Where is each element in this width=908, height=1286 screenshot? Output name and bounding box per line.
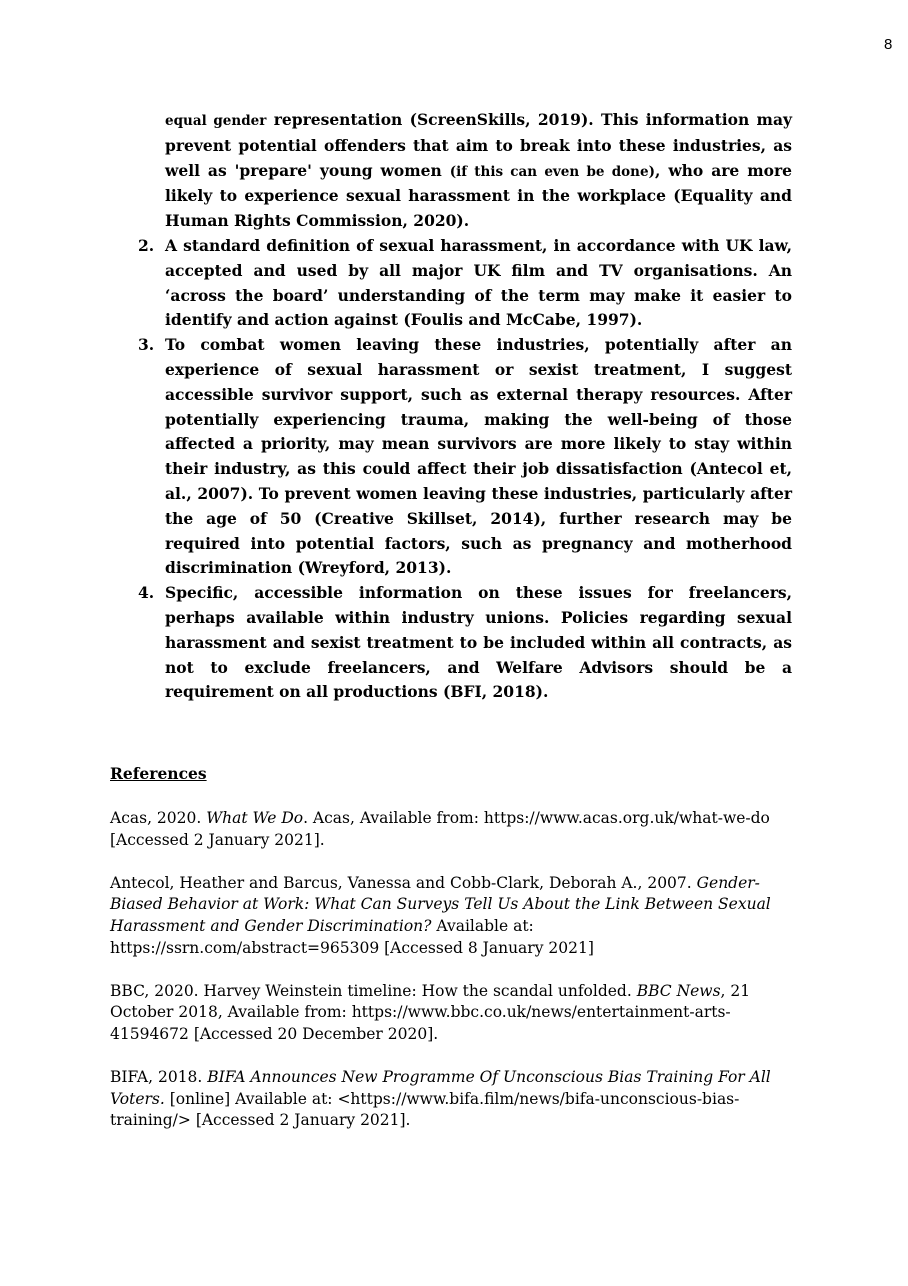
page-number: 8 — [884, 36, 893, 53]
rec-1-fragment-d: , who are more likely to experience sexual harassment in the workplace (Equality and Human Rights Commission, 2020). — [165, 160, 793, 231]
rec-1-fragment-c: (if this can even be done) — [449, 163, 655, 180]
recommendation-text: A standard definition of sexual harassment, in accordance with UK law, accepted and used by all major UK film and TV organisations. An ‘across the board’ understanding of the term may make it easier to identify and action against (Foulis and McCabe, 1997). — [165, 235, 792, 330]
recommendation-1-continued — [136, 108, 792, 234]
recommendation-2 — [136, 234, 792, 333]
reference-entry — [110, 1067, 802, 1132]
reference-details: . Acas, Available from: https://www.acas.org.uk/what-we-do [Accessed 2 January 2021]. — [110, 809, 770, 849]
recommendation-number: 2. — [138, 235, 155, 255]
reference-author: BBC, 2020. Harvey Weinstein timeline: How the scandal unfolded. — [110, 981, 637, 1000]
rec-1-fragment-a: equal gender — [165, 113, 267, 129]
recommendation-text: To combat women leaving these industries, potentially after an experience of sexual harassment or sexist treatment, I suggest accessible survivor support, such as external therapy resources. After potentially experiencing trauma, making the well-being of those affected a priority, may mean survivors are more likely to stay within their industry, as this could affect their job dissatisfaction (Antecol et, al., 2007). To prevent women leaving these industries, particularly after the age of 50 (Creative Skillset, 2014), further research may be required into potential factors, such as pregnancy and motherhood discrimination (Wreyford, 2013). — [165, 335, 792, 578]
reference-entry — [110, 808, 802, 851]
reference-author: BIFA, 2018. — [110, 1068, 208, 1087]
reference-author: Antecol, Heather and Barcus, Vanessa and Cobb-Clark, Deborah A., 2007. — [110, 873, 697, 892]
recommendations-list — [136, 108, 792, 705]
reference-title: Gender-Biased Behavior at Work: What Can Surveys Tell Us About the Link Between Sexual Harassment and Gender Discrimination? — [110, 873, 771, 935]
recommendation-3 — [136, 333, 792, 581]
recommendation-number: 3. — [138, 335, 155, 355]
recommendation-4 — [136, 581, 792, 705]
reference-details: Available at: https://ssrn.com/abstract=965309 [Accessed 8 January 2021] — [110, 916, 594, 957]
reference-title: What We Do — [206, 809, 304, 827]
reference-details: , 21 October 2018, Available from: https://www.bbc.co.uk/news/entertainment-arts-41594672 [Accessed 20 December 2020]. — [110, 981, 751, 1043]
reference-title: BBC News — [636, 981, 721, 1000]
reference-entry — [110, 873, 802, 959]
reference-entry — [110, 981, 802, 1046]
rec-1-fragment-b: representation (ScreenSkills, 2019). This information may prevent potential offenders that aim to break into these industries, as well as 'prepare' young women — [165, 110, 793, 180]
reference-details: [online] Available at: <https://www.bifa.film/news/bifa-unconscious-bias-training/> [Accessed 2 January 2021]. — [110, 1089, 740, 1130]
references-heading: References — [110, 764, 207, 783]
reference-author: Acas, 2020. — [110, 809, 207, 827]
references-list — [110, 808, 802, 1154]
recommendation-number: 4. — [138, 583, 155, 603]
recommendation-text: Specific, accessible information on these issues for freelancers, perhaps available within industry unions. Policies regarding sexual harassment and sexist treatment to be included within all contracts, as not to exclude freelancers, and Welfare Advisors should be a requirement on all productions (BFI, 2018). — [165, 583, 792, 702]
reference-title: BIFA Announces New Programme Of Unconscious Bias Training For All Voters. — [110, 1068, 771, 1108]
